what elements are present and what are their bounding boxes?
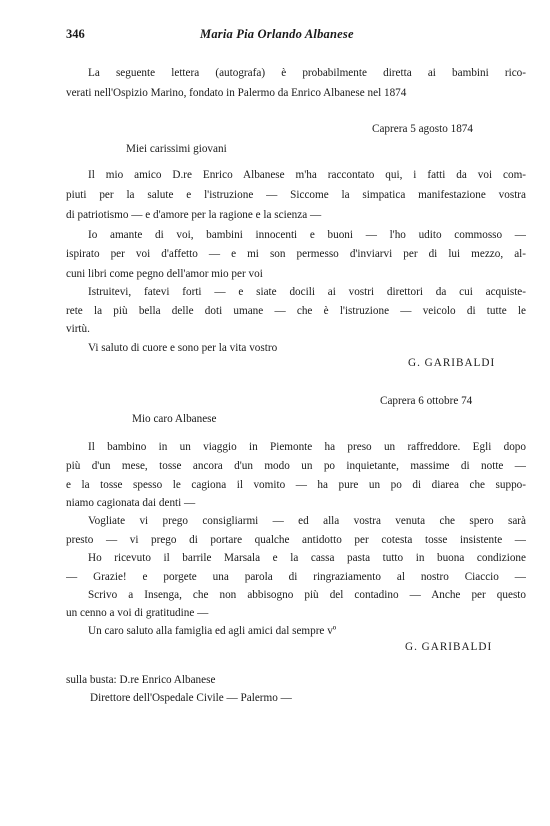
letter-salutation: Mio caro Albanese bbox=[132, 413, 217, 425]
page-number: 346 bbox=[66, 27, 85, 41]
envelope-line: sulla busta: D.re Enrico Albanese bbox=[66, 674, 216, 686]
signature: G. GARIBALDI bbox=[405, 641, 493, 653]
letter-place-date: Caprera 5 agosto 1874 bbox=[372, 123, 473, 135]
letter-body-line: niamo cagionata dai denti — bbox=[66, 497, 196, 509]
letter-body-line: Vogliate vi prego consigliarmi — ed alla vostra venuta che spero sarà bbox=[88, 515, 526, 527]
letter-body-line: Scrivo a Insenga, che non abbisogno più del contadino — Anche per questo bbox=[88, 589, 526, 601]
letter-body-line: di patriotismo — e d'amore per la ragione e la scienza — bbox=[66, 209, 322, 221]
letter-body-line: più d'un mese, tosse ancora d'un modo un po inquietante, massime di notte — bbox=[66, 460, 526, 472]
letter-body-line: virtù. bbox=[66, 323, 90, 335]
envelope-line: Direttore dell'Ospedale Civile — Palermo — bbox=[90, 692, 292, 704]
letter-body-line: Ho ricevuto il barrile Marsala e la cassa pasta tutto in buona condizione bbox=[88, 552, 526, 564]
letter-body-line: Istruitevi, fatevi forti — e siate docili ai vostri direttori da cui acquiste- bbox=[88, 286, 526, 298]
letter-body-line: e la tosse spesso le cagiona il vomito — ha pure un po di diarea che suppo- bbox=[66, 479, 526, 491]
running-title: Maria Pia Orlando Albanese bbox=[200, 27, 354, 41]
signature: G. GARIBALDI bbox=[408, 357, 496, 369]
letter-body-line: presto — vi prego di portare qualche antidotto per cotesta tosse insistente — bbox=[66, 534, 526, 546]
intro-line: La seguente lettera (autografa) è probabilmente diretta ai bambini rico- bbox=[88, 67, 526, 79]
letter-body-line: Il bambino in un viaggio in Piemonte ha preso un raffreddore. Egli dopo bbox=[88, 441, 526, 453]
letter-salutation: Miei carissimi giovani bbox=[126, 143, 227, 155]
letter-body-line: Vi saluto di cuore e sono per la vita vostro bbox=[88, 342, 278, 354]
letter-body-line: rete la più bella delle doti umane — che è l'istruzione — veicolo di tutte le bbox=[66, 305, 526, 317]
letter-body-line: Il mio amico D.re Enrico Albanese m'ha raccontato qui, i fatti da voi com- bbox=[88, 169, 526, 181]
letter-body-line: Un caro saluto alla famiglia ed agli amici dal sempre vº bbox=[88, 625, 337, 637]
letter-body-line: un cenno a voi di gratitudine — bbox=[66, 607, 209, 619]
letter-body-line: piuti per la salute e l'istruzione — Siccome la simpatica manifestazione vostra bbox=[66, 189, 526, 201]
letter-body-line: ispirato per voi d'affetto — e mi son permesso d'inviarvi per di lui mezzo, al- bbox=[66, 248, 526, 260]
letter-place-date: Caprera 6 ottobre 74 bbox=[380, 395, 473, 407]
letter-body-line: cuni libri come pegno dell'amor mio per voi bbox=[66, 268, 263, 280]
letter-body-line: Io amante di voi, bambini innocenti e buoni — l'ho udito commosso — bbox=[88, 229, 526, 241]
intro-line: verati nell'Ospizio Marino, fondato in Palermo da Enrico Albanese nel 1874 bbox=[66, 87, 407, 99]
letter-body-line: — Grazie! e porgete una parola di ringraziamento al nostro Ciaccio — bbox=[66, 571, 526, 583]
